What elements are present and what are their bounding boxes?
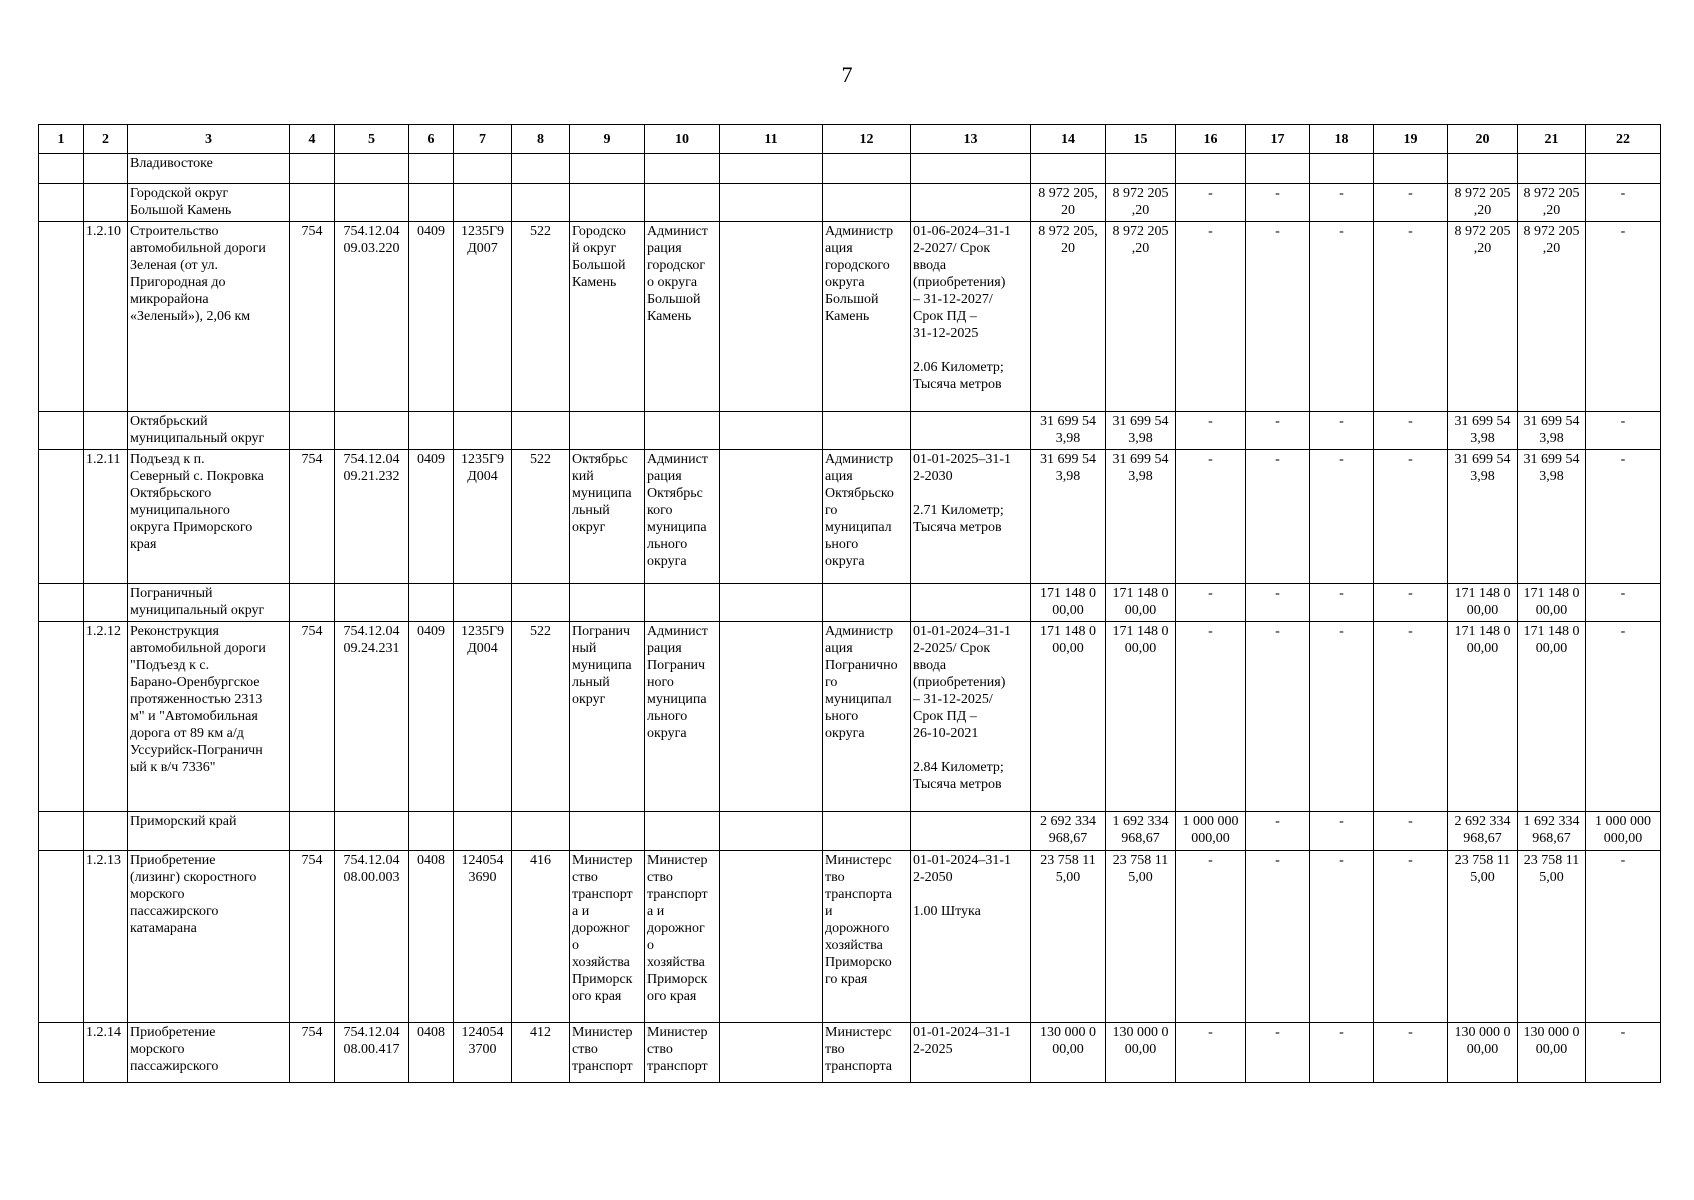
column-header-3: 3 [128, 125, 290, 154]
table-cell-col-2 [84, 412, 128, 450]
table-cell-col-18: - [1310, 1023, 1374, 1083]
table-cell-col-22: - [1586, 412, 1661, 450]
table-cell-col-4: 754 [290, 1023, 335, 1083]
table-cell-col-7 [454, 584, 512, 622]
column-header-13: 13 [911, 125, 1031, 154]
table-cell-col-10 [645, 184, 720, 222]
table-cell-col-13 [911, 184, 1031, 222]
budget-table [38, 124, 1661, 1083]
table-row [39, 851, 1661, 1023]
table-cell-col-20 [1448, 154, 1518, 184]
column-header-14: 14 [1031, 125, 1106, 154]
table-cell-col-18: - [1310, 412, 1374, 450]
table-cell-col-18: - [1310, 584, 1374, 622]
table-cell-col-5: 754.12.04 08.00.417 [335, 1023, 409, 1083]
table-cell-col-14: 23 758 11 5,00 [1031, 851, 1106, 1023]
table-cell-col-5 [335, 812, 409, 851]
table-cell-col-6: 0408 [409, 851, 454, 1023]
table-cell-col-15: 130 000 0 00,00 [1106, 1023, 1176, 1083]
table-cell-col-16: - [1176, 1023, 1246, 1083]
column-header-15: 15 [1106, 125, 1176, 154]
table-row [39, 584, 1661, 622]
table-cell-col-8 [512, 584, 570, 622]
table-cell-col-20: 2 692 334 968,67 [1448, 812, 1518, 851]
table-cell-col-17: - [1246, 184, 1310, 222]
table-cell-col-8: 522 [512, 222, 570, 412]
table-row [39, 622, 1661, 812]
table-cell-col-3: Владивостоке [128, 154, 290, 184]
table-cell-col-10 [645, 812, 720, 851]
table-cell-col-18: - [1310, 184, 1374, 222]
table-cell-col-9: Погранич ный муниципа льный округ [570, 622, 645, 812]
table-cell-col-7: 124054 3700 [454, 1023, 512, 1083]
table-cell-col-6: 0409 [409, 222, 454, 412]
table-row [39, 812, 1661, 851]
table-cell-col-6: 0409 [409, 450, 454, 584]
table-cell-col-21: 31 699 54 3,98 [1518, 412, 1586, 450]
table-row [39, 184, 1661, 222]
table-cell-col-16: - [1176, 412, 1246, 450]
table-cell-col-10: Админист рация Погранич ного муниципа льного округа [645, 622, 720, 812]
table-cell-col-19: - [1374, 222, 1448, 412]
table-cell-col-1 [39, 584, 84, 622]
table-cell-col-3: Городской округ Большой Камень [128, 184, 290, 222]
table-cell-col-2: 1.2.10 [84, 222, 128, 412]
table-cell-col-16: - [1176, 450, 1246, 584]
table-cell-col-22: - [1586, 450, 1661, 584]
table-cell-col-4: 754 [290, 450, 335, 584]
table-cell-col-20: 8 972 205 ,20 [1448, 222, 1518, 412]
table-cell-col-19: - [1374, 1023, 1448, 1083]
table-cell-col-5: 754.12.04 09.21.232 [335, 450, 409, 584]
table-cell-col-4 [290, 412, 335, 450]
table-cell-col-7: 124054 3690 [454, 851, 512, 1023]
table-cell-col-7: 1235Г9 Д004 [454, 622, 512, 812]
table-cell-col-22: - [1586, 222, 1661, 412]
table-cell-col-2 [84, 584, 128, 622]
table-cell-col-14: 8 972 205, 20 [1031, 184, 1106, 222]
table-cell-col-10: Министер ство транспорт а и дорожног о хозяйства Приморск ого края [645, 851, 720, 1023]
table-cell-col-16 [1176, 154, 1246, 184]
table-cell-col-4: 754 [290, 851, 335, 1023]
table-cell-col-19: - [1374, 851, 1448, 1023]
table-cell-col-18: - [1310, 812, 1374, 851]
table-cell-col-14: 31 699 54 3,98 [1031, 412, 1106, 450]
table-cell-col-9 [570, 412, 645, 450]
table-cell-col-16: 1 000 000 000,00 [1176, 812, 1246, 851]
table-cell-col-2 [84, 812, 128, 851]
table-cell-col-19: - [1374, 812, 1448, 851]
table-cell-col-10 [645, 154, 720, 184]
table-cell-col-17: - [1246, 584, 1310, 622]
table-cell-col-4 [290, 184, 335, 222]
table-cell-col-3: Приобретение (лизинг) скоростного морского пассажирского катамарана [128, 851, 290, 1023]
table-cell-col-7 [454, 154, 512, 184]
table-cell-col-11 [720, 222, 823, 412]
table-cell-col-13 [911, 412, 1031, 450]
table-cell-col-13: 01-01-2024–31-1 2-2025 [911, 1023, 1031, 1083]
table-cell-col-14 [1031, 154, 1106, 184]
table-cell-col-5 [335, 184, 409, 222]
table-cell-col-17: - [1246, 450, 1310, 584]
table-cell-col-12: Администр ация городского округа Большой Камень [823, 222, 911, 412]
table-cell-col-3: Подъезд к п. Северный с. Покровка Октябрьского муниципального округа Приморского края [128, 450, 290, 584]
table-cell-col-22 [1586, 154, 1661, 184]
table-cell-col-19 [1374, 154, 1448, 184]
table-cell-col-1 [39, 184, 84, 222]
column-header-10: 10 [645, 125, 720, 154]
table-cell-col-14: 171 148 0 00,00 [1031, 622, 1106, 812]
table-cell-col-17: - [1246, 622, 1310, 812]
table-cell-col-17: - [1246, 412, 1310, 450]
table-cell-col-4 [290, 154, 335, 184]
table-cell-col-16: - [1176, 184, 1246, 222]
table-cell-col-20: 130 000 0 00,00 [1448, 1023, 1518, 1083]
column-header-4: 4 [290, 125, 335, 154]
table-cell-col-21: 1 692 334 968,67 [1518, 812, 1586, 851]
table-cell-col-9: Министер ство транспорт а и дорожног о хозяйства Приморск ого края [570, 851, 645, 1023]
table-cell-col-4 [290, 584, 335, 622]
column-header-12: 12 [823, 125, 911, 154]
table-cell-col-7 [454, 412, 512, 450]
table-cell-col-21: 23 758 11 5,00 [1518, 851, 1586, 1023]
table-cell-col-3: Октябрьский муниципальный округ [128, 412, 290, 450]
column-header-18: 18 [1310, 125, 1374, 154]
table-cell-col-2: 1.2.11 [84, 450, 128, 584]
table-cell-col-1 [39, 412, 84, 450]
table-cell-col-1 [39, 450, 84, 584]
table-cell-col-6 [409, 812, 454, 851]
column-header-22: 22 [1586, 125, 1661, 154]
column-header-6: 6 [409, 125, 454, 154]
table-cell-col-1 [39, 812, 84, 851]
table-row [39, 412, 1661, 450]
table-cell-col-19: - [1374, 450, 1448, 584]
table-cell-col-12 [823, 154, 911, 184]
table-cell-col-9 [570, 584, 645, 622]
table-cell-col-14: 8 972 205, 20 [1031, 222, 1106, 412]
table-cell-col-5: 754.12.04 08.00.003 [335, 851, 409, 1023]
table-cell-col-16: - [1176, 222, 1246, 412]
table-cell-col-11 [720, 154, 823, 184]
table-cell-col-15: 8 972 205 ,20 [1106, 184, 1176, 222]
table-cell-col-17: - [1246, 222, 1310, 412]
table-cell-col-7: 1235Г9 Д007 [454, 222, 512, 412]
table-cell-col-2: 1.2.14 [84, 1023, 128, 1083]
header-row [39, 125, 1661, 154]
table-cell-col-20: 31 699 54 3,98 [1448, 412, 1518, 450]
table-cell-col-22: - [1586, 1023, 1661, 1083]
table-cell-col-21: 8 972 205 ,20 [1518, 222, 1586, 412]
table-cell-col-12: Администр ация Октябрьско го муниципал ьного округа [823, 450, 911, 584]
table-cell-col-14: 130 000 0 00,00 [1031, 1023, 1106, 1083]
table-cell-col-11 [720, 450, 823, 584]
table-cell-col-14: 2 692 334 968,67 [1031, 812, 1106, 851]
table-cell-col-8: 416 [512, 851, 570, 1023]
table-row [39, 1023, 1661, 1083]
table-cell-col-13: 01-01-2025–31-1 2-2030 2.71 Километр; Тысяча метров [911, 450, 1031, 584]
table-row [39, 154, 1661, 184]
table-cell-col-13: 01-01-2024–31-1 2-2025/ Срок ввода (приобретения) – 31-12-2025/ Срок ПД – 26-10-2021 2.84 Километр; Тысяча метров [911, 622, 1031, 812]
table-cell-col-6: 0409 [409, 622, 454, 812]
table-cell-col-12: Министерс тво транспорта и дорожного хозяйства Приморско го края [823, 851, 911, 1023]
table-cell-col-13: 01-06-2024–31-1 2-2027/ Срок ввода (приобретения) – 31-12-2027/ Срок ПД – 31-12-2025 2.06 Километр; Тысяча метров [911, 222, 1031, 412]
table-cell-col-11 [720, 1023, 823, 1083]
column-header-8: 8 [512, 125, 570, 154]
table-cell-col-3: Строительство автомобильной дороги Зеленая (от ул. Пригородная до микрорайона «Зеленый»), 2,06 км [128, 222, 290, 412]
table-cell-col-20: 171 148 0 00,00 [1448, 584, 1518, 622]
table-cell-col-3: Пограничный муниципальный округ [128, 584, 290, 622]
table-cell-col-1 [39, 1023, 84, 1083]
table-cell-col-13 [911, 584, 1031, 622]
table-cell-col-7 [454, 184, 512, 222]
table-cell-col-10 [645, 412, 720, 450]
table-cell-col-21: 171 148 0 00,00 [1518, 622, 1586, 812]
table-cell-col-10 [645, 584, 720, 622]
table-cell-col-5: 754.12.04 09.24.231 [335, 622, 409, 812]
table-cell-col-18: - [1310, 222, 1374, 412]
table-cell-col-21: 8 972 205 ,20 [1518, 184, 1586, 222]
table-cell-col-17: - [1246, 1023, 1310, 1083]
table-cell-col-5 [335, 154, 409, 184]
table-row [39, 222, 1661, 412]
table-cell-col-8 [512, 812, 570, 851]
table-cell-col-8: 522 [512, 622, 570, 812]
table-cell-col-2 [84, 184, 128, 222]
table-cell-col-11 [720, 184, 823, 222]
table-cell-col-1 [39, 622, 84, 812]
table-cell-col-16: - [1176, 851, 1246, 1023]
table-cell-col-15: 23 758 11 5,00 [1106, 851, 1176, 1023]
table-cell-col-9 [570, 184, 645, 222]
column-header-5: 5 [335, 125, 409, 154]
table-cell-col-3: Приморский край [128, 812, 290, 851]
table-cell-col-20: 23 758 11 5,00 [1448, 851, 1518, 1023]
table-cell-col-6 [409, 412, 454, 450]
column-header-17: 17 [1246, 125, 1310, 154]
table-cell-col-8 [512, 154, 570, 184]
table-cell-col-7: 1235Г9 Д004 [454, 450, 512, 584]
table-cell-col-17: - [1246, 851, 1310, 1023]
table-cell-col-11 [720, 584, 823, 622]
column-header-7: 7 [454, 125, 512, 154]
table-cell-col-13 [911, 154, 1031, 184]
table-cell-col-22: - [1586, 184, 1661, 222]
column-header-1: 1 [39, 125, 84, 154]
table-cell-col-20: 31 699 54 3,98 [1448, 450, 1518, 584]
table-cell-col-12: Администр ация Погранично го муниципал ьного округа [823, 622, 911, 812]
table-cell-col-11 [720, 622, 823, 812]
table-cell-col-2: 1.2.13 [84, 851, 128, 1023]
table-cell-col-10: Админист рация Октябрьс кого муниципа льного округа [645, 450, 720, 584]
table-cell-col-19: - [1374, 584, 1448, 622]
table-cell-col-21: 130 000 0 00,00 [1518, 1023, 1586, 1083]
table-cell-col-1 [39, 851, 84, 1023]
table-cell-col-21 [1518, 154, 1586, 184]
table-cell-col-9: Городско й округ Большой Камень [570, 222, 645, 412]
table-cell-col-5 [335, 584, 409, 622]
table-cell-col-8 [512, 412, 570, 450]
table-cell-col-8: 522 [512, 450, 570, 584]
table-cell-col-8 [512, 184, 570, 222]
table-cell-col-4 [290, 812, 335, 851]
table-cell-col-20: 171 148 0 00,00 [1448, 622, 1518, 812]
table-cell-col-18 [1310, 154, 1374, 184]
table-cell-col-22: 1 000 000 000,00 [1586, 812, 1661, 851]
table-cell-col-21: 171 148 0 00,00 [1518, 584, 1586, 622]
table-cell-col-14: 31 699 54 3,98 [1031, 450, 1106, 584]
table-cell-col-15: 1 692 334 968,67 [1106, 812, 1176, 851]
table-cell-col-21: 31 699 54 3,98 [1518, 450, 1586, 584]
table-cell-col-18: - [1310, 622, 1374, 812]
table-cell-col-9: Министер ство транспорт [570, 1023, 645, 1083]
table-cell-col-9: Октябрьс кий муниципа льный округ [570, 450, 645, 584]
table-cell-col-11 [720, 851, 823, 1023]
table-cell-col-6 [409, 584, 454, 622]
table-cell-col-6 [409, 154, 454, 184]
table-cell-col-14: 171 148 0 00,00 [1031, 584, 1106, 622]
column-header-21: 21 [1518, 125, 1586, 154]
table-cell-col-16: - [1176, 584, 1246, 622]
table-cell-col-18: - [1310, 450, 1374, 584]
table-cell-col-13: 01-01-2024–31-1 2-2050 1.00 Штука [911, 851, 1031, 1023]
table-cell-col-19: - [1374, 412, 1448, 450]
column-header-11: 11 [720, 125, 823, 154]
table-cell-col-17: - [1246, 812, 1310, 851]
column-header-16: 16 [1176, 125, 1246, 154]
table-cell-col-10: Админист рация городског о округа Большой Камень [645, 222, 720, 412]
table-cell-col-6: 0408 [409, 1023, 454, 1083]
table-cell-col-12 [823, 584, 911, 622]
table-cell-col-4: 754 [290, 222, 335, 412]
table-cell-col-17 [1246, 154, 1310, 184]
table-cell-col-3: Приобретение морского пассажирского [128, 1023, 290, 1083]
column-header-19: 19 [1374, 125, 1448, 154]
table-cell-col-1 [39, 222, 84, 412]
table-cell-col-5: 754.12.04 09.03.220 [335, 222, 409, 412]
table-body [39, 125, 1661, 1083]
table-cell-col-15: 31 699 54 3,98 [1106, 412, 1176, 450]
table-cell-col-15 [1106, 154, 1176, 184]
page-number: 7 [841, 62, 853, 87]
table-cell-col-7 [454, 812, 512, 851]
table-cell-col-10: Министер ство транспорт [645, 1023, 720, 1083]
table-cell-col-5 [335, 412, 409, 450]
table-cell-col-9 [570, 812, 645, 851]
table-cell-col-11 [720, 412, 823, 450]
table-cell-col-15: 171 148 0 00,00 [1106, 622, 1176, 812]
table-cell-col-22: - [1586, 851, 1661, 1023]
table-cell-col-15: 171 148 0 00,00 [1106, 584, 1176, 622]
table-cell-col-12 [823, 812, 911, 851]
table-cell-col-9 [570, 154, 645, 184]
table-cell-col-12 [823, 412, 911, 450]
column-header-20: 20 [1448, 125, 1518, 154]
table-cell-col-15: 8 972 205 ,20 [1106, 222, 1176, 412]
table-cell-col-22: - [1586, 622, 1661, 812]
table-cell-col-1 [39, 154, 84, 184]
table-row [39, 450, 1661, 584]
table-cell-col-19: - [1374, 184, 1448, 222]
table-cell-col-15: 31 699 54 3,98 [1106, 450, 1176, 584]
table-cell-col-19: - [1374, 622, 1448, 812]
table-cell-col-3: Реконструкция автомобильной дороги "Подъезд к с. Барано-Оренбургское протяженностью 2313 м" и "Автомобильная дорога от 89 км а/д Уссурийск-Пограничн ый к в/ч 7336" [128, 622, 290, 812]
table-cell-col-13 [911, 812, 1031, 851]
column-header-2: 2 [84, 125, 128, 154]
table-cell-col-8: 412 [512, 1023, 570, 1083]
table-cell-col-11 [720, 812, 823, 851]
table-cell-col-18: - [1310, 851, 1374, 1023]
table-cell-col-2 [84, 154, 128, 184]
column-header-9: 9 [570, 125, 645, 154]
table-cell-col-6 [409, 184, 454, 222]
table-cell-col-4: 754 [290, 622, 335, 812]
table-cell-col-12: Министерс тво транспорта [823, 1023, 911, 1083]
table-cell-col-16: - [1176, 622, 1246, 812]
table-cell-col-20: 8 972 205 ,20 [1448, 184, 1518, 222]
table-cell-col-12 [823, 184, 911, 222]
table-cell-col-22: - [1586, 584, 1661, 622]
table-cell-col-2: 1.2.12 [84, 622, 128, 812]
